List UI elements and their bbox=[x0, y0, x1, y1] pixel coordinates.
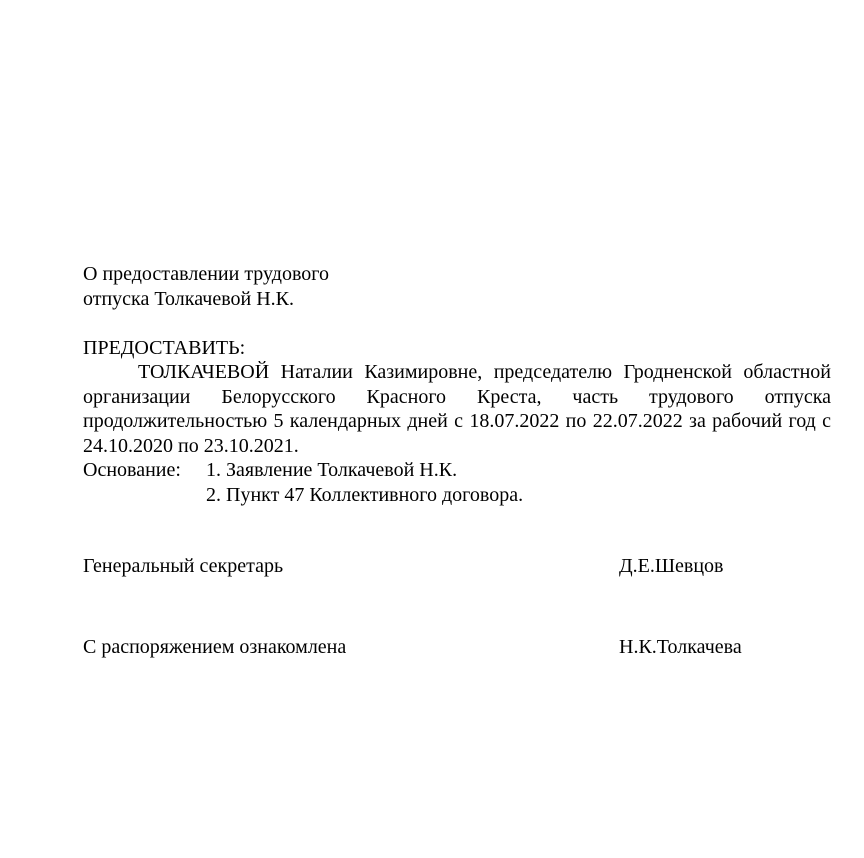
basis-list bbox=[206, 458, 523, 507]
order-text: ТОЛКАЧЕВОЙ Наталии Казимировне, председателю Гродненской областной организации Белорусского Красного Креста, часть трудового отпуска продолжительностью 5 календарных дней с 18.07.2022 по 22.07.2022 за рабочий год с 24.10.2020 по 23.10.2021. bbox=[83, 361, 831, 457]
basis-section bbox=[83, 458, 831, 507]
signature-role: Генеральный секретарь bbox=[83, 555, 284, 577]
basis-label: Основание: bbox=[83, 459, 181, 481]
basis-item: 2. Пункт 47 Коллективного договора. bbox=[206, 483, 524, 506]
signature-row-acknowledged bbox=[83, 635, 831, 660]
signature-name: Н.К.Толкачева bbox=[619, 635, 742, 658]
signature-row-secretary bbox=[83, 554, 831, 579]
subject-line-1: О предоставлении трудового bbox=[83, 263, 329, 285]
document-body bbox=[83, 262, 831, 659]
signature-role: С распоряжением ознакомлена bbox=[83, 635, 347, 658]
signature-name: Д.Е.Шевцов bbox=[619, 555, 724, 577]
basis-item: 1. Заявление Толкачевой Н.К. bbox=[206, 459, 458, 481]
subject-line-2: отпуска Толкачевой Н.К. bbox=[83, 287, 294, 310]
document-subject bbox=[83, 262, 831, 311]
order-heading: ПРЕДОСТАВИТЬ: bbox=[83, 336, 246, 359]
